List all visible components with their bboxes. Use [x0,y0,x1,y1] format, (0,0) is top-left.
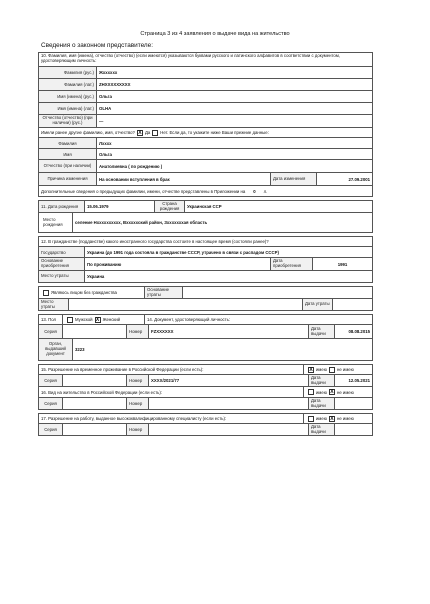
patronymic-row [38,115,373,128]
s16-data-row [38,398,373,410]
issuer-field[interactable]: 3223 [75,347,85,352]
doc-number-field[interactable]: FZXXXXXX [149,325,309,338]
s16-series-field[interactable] [63,398,127,409]
extra-info [39,186,372,196]
name-lat-row [38,103,373,115]
basis-field[interactable]: По проживанию [85,258,271,270]
state-field[interactable]: Украина (до 1991 года состояла в гражданстве СССР, утрачено в связи с распадом СССР) [87,249,279,255]
surname-rus-field[interactable]: Жхххххх [99,70,118,75]
loss-place-row [38,271,373,283]
citizenship-state-row [38,247,373,258]
prev-name-row [38,149,373,160]
form-sheet [38,52,373,436]
s15-series-label: Серия [39,375,63,386]
s16-date-label: Дата выдачи [309,398,335,409]
s16-number-field[interactable] [149,398,309,409]
extra-info-count[interactable]: 0 [253,188,256,194]
no-checkbox[interactable] [152,130,158,136]
s17-options [304,414,372,423]
s17-number-field[interactable] [149,424,309,435]
s17-data-row [38,424,373,436]
s17-number-label: Номер [127,424,149,435]
s17-date-label: Дата выдачи [309,424,335,435]
s16-not-have-label: не имею [336,389,354,395]
sex-label: 13. Пол [39,315,63,324]
doc-date-field[interactable]: 08.08.2015 [348,329,370,334]
s10-title: 10. Фамилия, имя (имена), отчество (отчество) (если имеются) указываются буквами русского и латинского алфавитов в соответствии с документом, удостоверяющим личность: [41,53,340,63]
birth-place-field[interactable]: селение Нхххххххххх, Вхххххский район, Зхххххххая область [75,220,208,225]
s17-date-field[interactable] [335,424,372,435]
name-rus-field[interactable]: Ольга [99,94,112,99]
s15-not-have-label: не имею [336,367,354,372]
stateless-option [39,287,145,298]
extra-info-row [38,186,373,197]
s15-number-field[interactable]: XXXX/2021/77 [149,375,309,386]
reason-label: Причина изменения [39,173,97,185]
doc-series-label: Серия [39,325,63,338]
s17-series-label: Серия [39,424,63,435]
loss-place-field[interactable]: Украина [87,274,105,279]
issuer-label: Орган, выдавший документ [39,339,73,360]
document-row [38,325,373,339]
s17-title-row [38,413,373,424]
surname-lat-label: Фамилия (лат.) [39,79,97,90]
s16-have-label: имею [316,389,327,395]
male-checkbox[interactable] [67,317,73,323]
prev-surname-field[interactable]: Лхххх [99,140,112,146]
issuer-row [38,339,373,361]
s17-have-checkbox[interactable] [308,416,314,422]
s16-title: 16. Вид на жительство в Российской Федерации (если есть): [39,387,304,397]
name-changed-label: Имели ранее другие фамилию, имя, отчество? [41,130,135,135]
loss-place2-field[interactable] [69,299,303,310]
doc-series-field[interactable] [63,325,127,338]
page-header: Страница 3 из 4 заявления о выдаче вида на жительство [140,31,290,37]
female-label: Женский [102,317,121,322]
prev-patronymic-label: Отчество (при наличии) [39,160,97,172]
doc-number-label: Номер [127,325,149,338]
s17-not-have-label: не имею [336,416,354,421]
s14-title: 14. Документ, удостоверяющий личность: [147,317,231,322]
loss-basis-field[interactable] [183,287,372,298]
birth-place-row [38,213,373,233]
loss-basis-label: Основание утраты [145,287,183,298]
no-label: Нет. Если да, то укажите ниже Ваши прежние данные: [160,130,269,135]
birth-country-label: Страна рождения [155,201,185,212]
s15-date-field[interactable]: 12.05.2021 [348,378,370,383]
name-rus-row [38,91,373,103]
state-label: Государство [39,247,85,257]
name-changed-question [39,128,372,137]
s17-series-field[interactable] [63,424,127,435]
change-date-field[interactable]: 27.09.2001 [348,176,370,182]
s15-number-label: Номер [127,375,149,386]
loss-date-field[interactable] [333,299,372,310]
s17-have-label: имею [316,416,327,421]
loss-place-label: Место утраты [39,271,85,282]
birth-date-field[interactable]: 15.06.1979 [85,201,155,212]
name-changed-row [38,128,373,138]
s15-series-field[interactable] [63,375,127,386]
prev-name-label: Имя [39,149,97,159]
s15-not-have-checkbox[interactable] [329,367,335,373]
birth-country-field[interactable]: Украинская ССР [187,204,222,209]
birth-place-label: Место рождения [39,213,73,232]
acq-date-label: Дата приобретения [271,258,313,270]
s15-have-checkbox[interactable]: X [309,366,313,373]
loss-place2-row [38,299,373,311]
birth-row [38,200,373,213]
reason-row [38,173,373,186]
name-lat-label: Имя (имена) (лат.) [39,103,97,114]
male-label: Мужской [75,317,93,322]
doc-date-label: Дата выдачи [309,325,335,338]
change-date-label: Дата изменения [271,173,317,185]
s15-date-label: Дата выдачи [309,375,335,386]
basis-label: Основание приобретения [39,258,85,270]
s15-options [304,365,372,374]
prev-surname-row [38,138,373,149]
surname-lat-row [38,79,373,91]
s16-title-row [38,387,373,398]
surname-rus-label: Фамилия (рус.) [39,67,97,78]
acquisition-row [38,258,373,271]
yes-label: Да [144,130,151,135]
acq-date-field[interactable]: 1991 [337,261,348,267]
prev-patronymic-field[interactable]: Анатолиевна ( по рождению ) [99,163,163,169]
stateless-label: Являюсь лицом без гражданства [51,290,117,295]
surname-lat-field[interactable]: ZHXXXXXXXXX [99,82,131,87]
extra-info-unit: л. [263,188,268,194]
s17-title: 17. Разрешение на работу, выданное высококвалифицированному специалисту (если есть): [39,414,304,423]
s12-title: 12. В гражданстве (подданстве) какого иностранного государства состоите в настоящее время (состояли ранее)? [41,239,269,244]
s15-have-label: имею [316,367,327,372]
surname-rus-row [38,67,373,79]
s15-data-row [38,375,373,387]
loss-date-label: Дата утраты [303,299,333,310]
s10-title-row [38,52,373,67]
s16-series-label: Серия [39,398,63,409]
s12-title-row [38,236,373,247]
reason-field[interactable]: На основании вступления в брак [97,173,271,185]
s16-not-have-checkbox[interactable]: X [330,389,334,395]
patronymic-field[interactable]: — [99,118,104,124]
patronymic-label: Отчество (отчество) (при наличии) (рус.) [39,115,97,127]
section-title: Сведения о законном представителе: [41,42,153,49]
stateless-checkbox[interactable] [43,290,49,296]
s15-title: 15. Разрешение на временное проживание в Российской Федерации (если есть): [39,365,304,374]
s16-number-label: Номер [127,398,149,409]
name-lat-field[interactable]: OLHA [99,106,112,111]
sex-document-row [38,314,373,325]
prev-name-field[interactable]: Ольга [99,151,112,157]
s15-title-row [38,364,373,375]
yes-checkbox[interactable]: X [138,129,142,136]
s16-options [304,387,372,397]
sex-options [63,315,145,324]
name-rus-label: Имя (имена) (рус.) [39,91,97,102]
extra-info-label: Дополнительные сведения о предыдущих фамилии, имени, отчестве представлены в Приложении на [41,188,246,194]
female-checkbox[interactable]: X [95,316,100,323]
prev-patronymic-row [38,160,373,173]
prev-surname-label: Фамилия [39,138,97,148]
loss-place2-label: Место утраты [39,299,69,310]
s16-date-field[interactable] [335,398,372,409]
birth-date-label: 11. Дата рождения [39,201,85,212]
stateless-row [38,286,373,299]
s16-have-checkbox[interactable] [308,389,314,395]
s17-not-have-checkbox[interactable]: X [330,415,334,422]
